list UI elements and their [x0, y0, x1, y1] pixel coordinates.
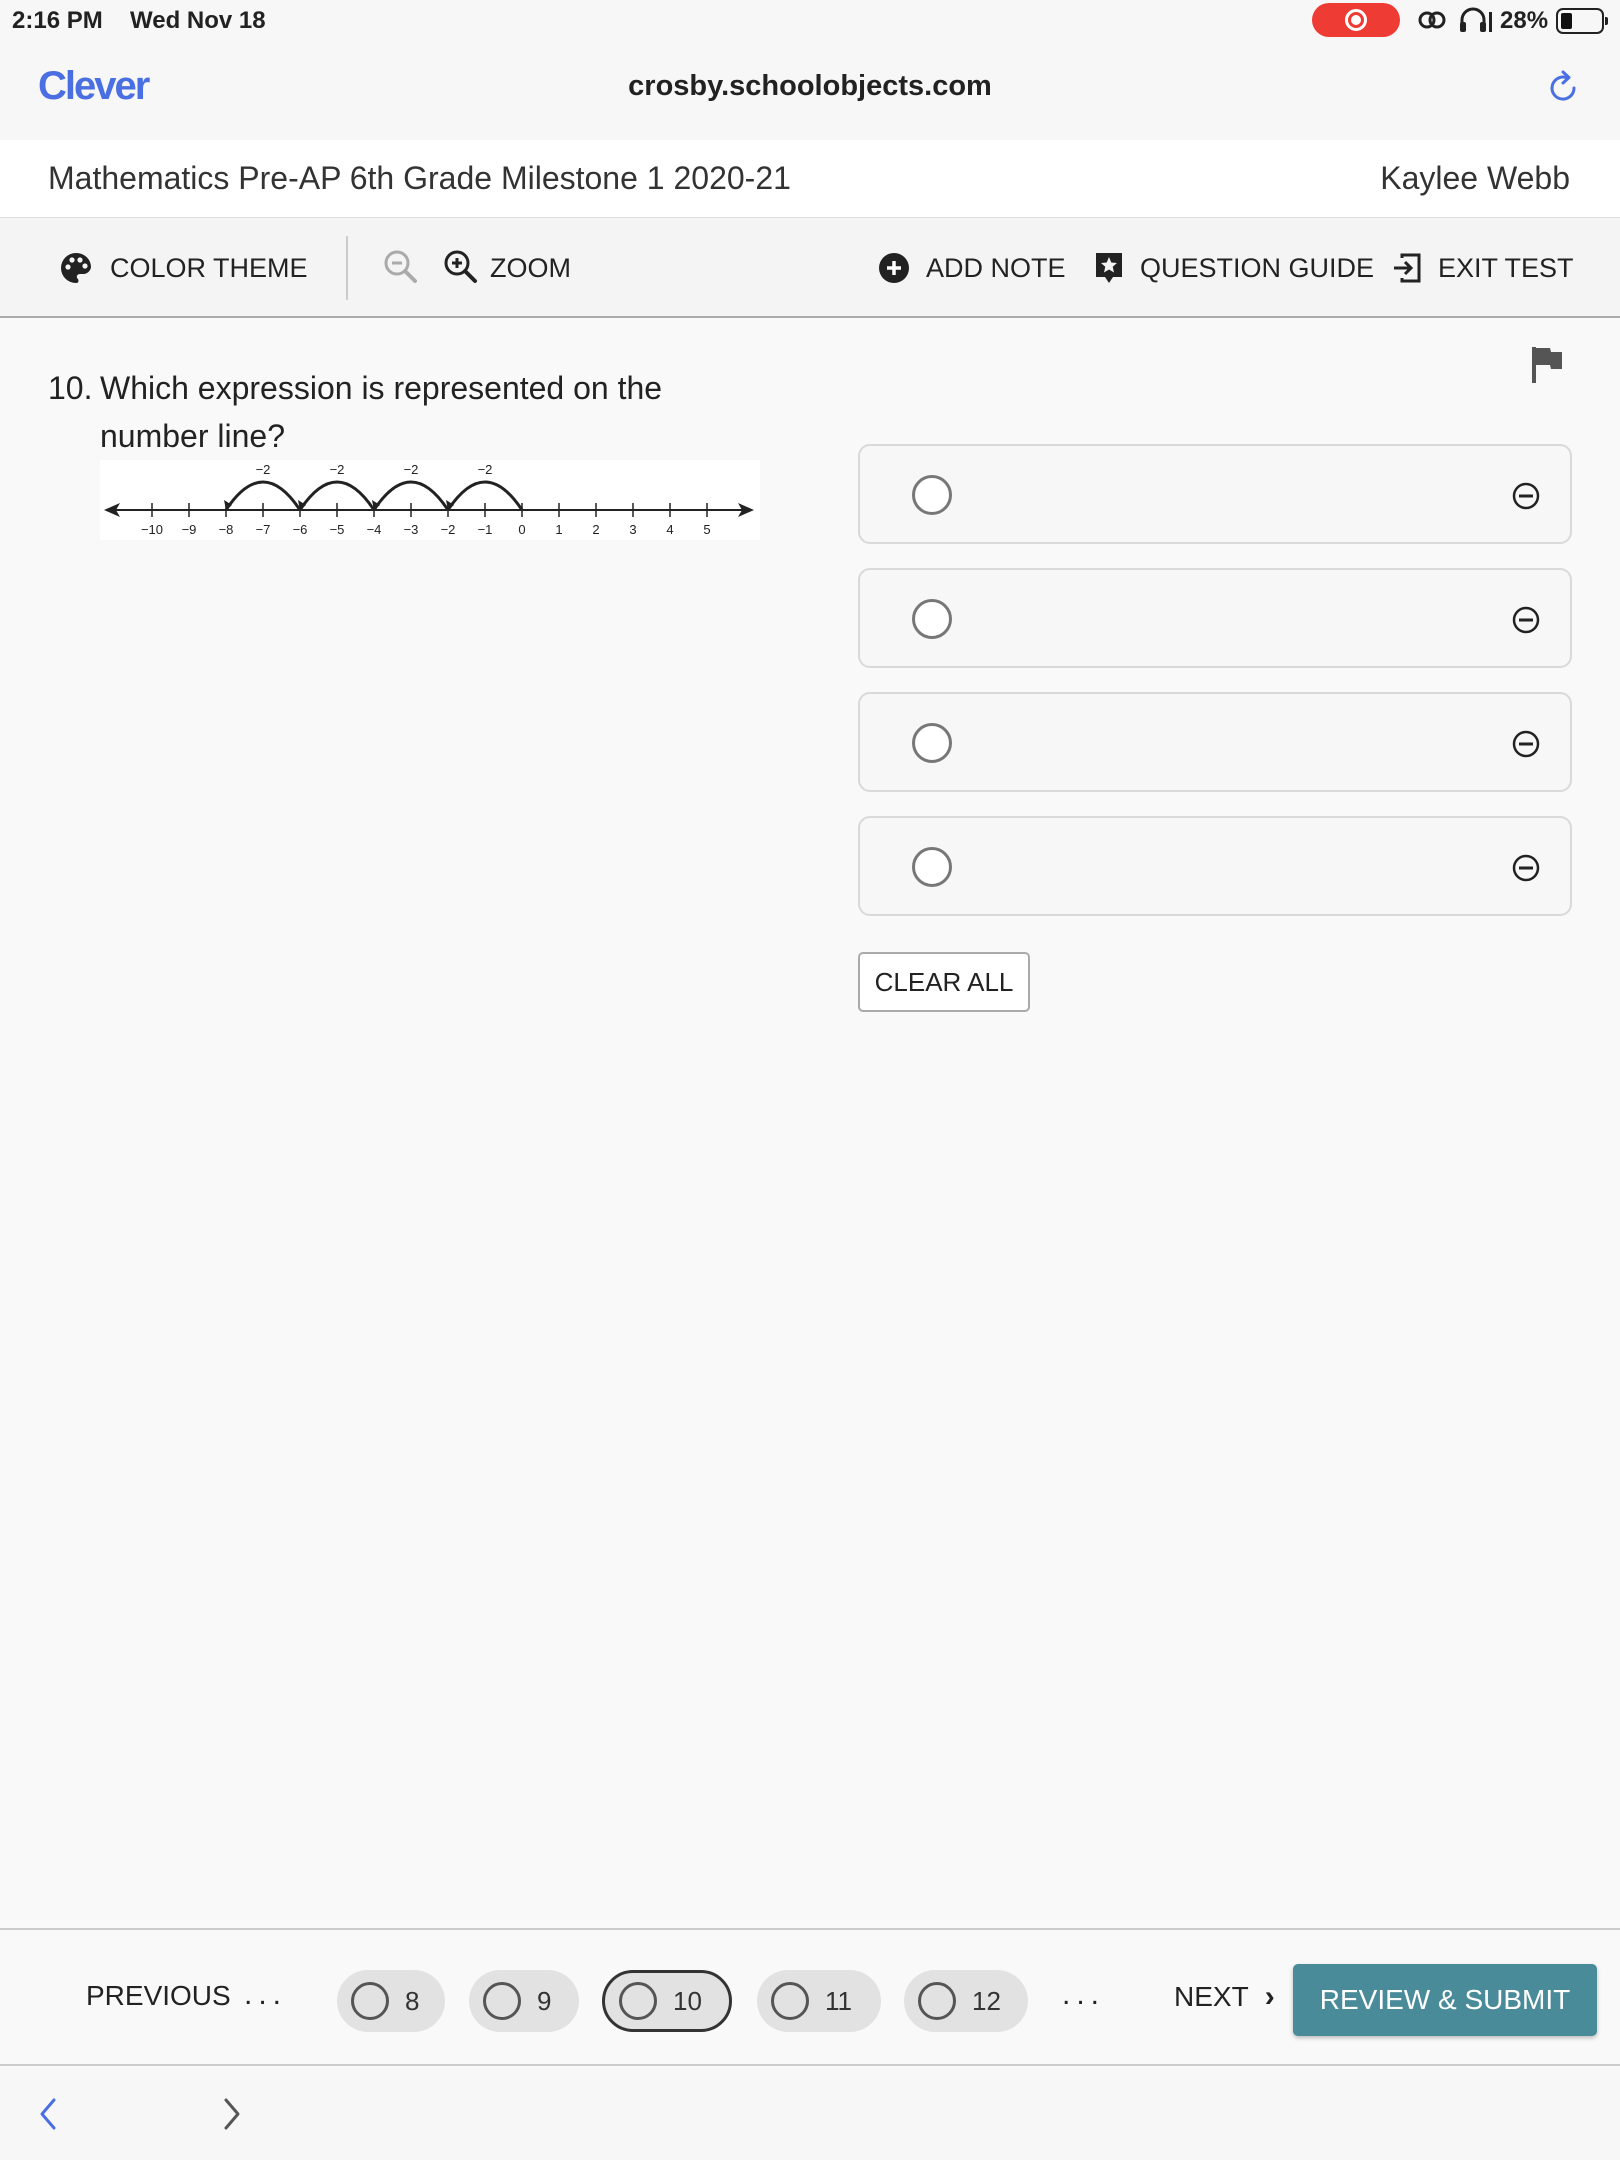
number-line-tick-label: −4 [366, 522, 382, 537]
number-line-tick-label: −2 [440, 522, 456, 537]
answer-choice-1[interactable] [858, 444, 1572, 544]
number-line-tick-label: −5 [329, 522, 345, 537]
number-line-tick-label: 2 [592, 522, 600, 537]
exit-icon [1392, 252, 1422, 284]
battery-icon [1556, 8, 1604, 34]
color-theme-label: COLOR THEME [110, 252, 308, 283]
answer-choice-4[interactable] [858, 816, 1572, 916]
test-title: Mathematics Pre-AP 6th Grade Milestone 1 2020-21 [48, 160, 791, 196]
link-icon [1416, 6, 1448, 34]
question-line-2: number line? [100, 418, 285, 454]
radio-button[interactable] [912, 475, 952, 515]
question-guide-button[interactable] [1094, 218, 1374, 318]
question-pill-9[interactable] [469, 1970, 579, 2032]
jump-label: −2 [329, 462, 345, 477]
color-theme-button[interactable] [58, 218, 308, 318]
answer-choice-2[interactable] [858, 568, 1572, 668]
number-line-tick-label: 1 [555, 522, 563, 537]
answer-status-icon [918, 1982, 956, 2020]
question-pill-label: 9 [537, 1985, 552, 2016]
radio-button[interactable] [912, 847, 952, 887]
answer-status-icon [351, 1982, 389, 2020]
zoom-out-icon[interactable] [382, 248, 420, 288]
question-number: 10. [48, 370, 93, 406]
browser-bottom-bar [0, 2068, 1620, 2160]
number-line-tick-label: 0 [518, 522, 526, 537]
question-navigation [0, 1928, 1620, 2066]
number-line-tick-label: 3 [629, 522, 637, 537]
student-name: Kaylee Webb [1380, 160, 1570, 196]
question-guide-icon [1094, 251, 1124, 285]
eliminate-icon[interactable] [1512, 730, 1540, 758]
plus-circle-icon [878, 252, 910, 284]
status-bar [0, 0, 1620, 40]
number-line-tick-label: −7 [255, 522, 271, 537]
question-line-1: Which expression is represented on the [100, 370, 663, 406]
question-pill-label: 12 [972, 1985, 1001, 2016]
number-line-tick-label: −10 [140, 522, 164, 537]
number-line-tick-label: −6 [292, 522, 308, 537]
answer-status-icon [771, 1982, 809, 2020]
status-time: 2:16 PM [12, 7, 103, 34]
number-line-tick-label: −9 [181, 522, 197, 537]
number-line-tick-label: −1 [477, 522, 493, 537]
question-pill-12[interactable] [904, 1970, 1028, 2032]
more-previous-questions[interactable]: ... [244, 1978, 288, 2011]
question-pill-10[interactable] [602, 1970, 732, 2032]
question-pill-8[interactable] [337, 1970, 445, 2032]
next-button[interactable] [1174, 1980, 1275, 2014]
reload-icon[interactable] [1548, 70, 1580, 104]
radio-button[interactable] [912, 723, 952, 763]
url-bar[interactable]: crosby.schoolobjects.com [628, 70, 992, 102]
jump-label: −2 [477, 462, 493, 477]
forward-icon[interactable] [220, 2094, 244, 2134]
question-text [48, 364, 708, 460]
number-line-tick-label: −3 [403, 522, 419, 537]
zoom-label: ZOOM [490, 252, 571, 283]
add-note-label: ADD NOTE [926, 252, 1066, 283]
clever-logo[interactable]: Clever [38, 64, 149, 108]
question-pill-label: 11 [825, 1985, 852, 2016]
eliminate-icon[interactable] [1512, 482, 1540, 510]
eliminate-icon[interactable] [1512, 606, 1540, 634]
review-submit-button[interactable]: REVIEW & SUBMIT [1293, 1964, 1597, 2036]
number-line-tick-label: 5 [703, 522, 711, 537]
add-note-button[interactable] [878, 218, 1066, 318]
eliminate-icon[interactable] [1512, 854, 1540, 882]
test-header [0, 140, 1620, 218]
flag-icon[interactable] [1530, 345, 1564, 385]
radio-button[interactable] [912, 599, 952, 639]
jump-label: −2 [403, 462, 419, 477]
question-guide-label: QUESTION GUIDE [1140, 252, 1375, 283]
question-pill-11[interactable] [757, 1970, 881, 2032]
zoom-in-button[interactable] [442, 218, 571, 318]
exit-test-label: EXIT TEST [1438, 252, 1574, 283]
exit-test-button[interactable] [1392, 218, 1574, 318]
headphones-icon [1458, 6, 1496, 34]
palette-icon [58, 250, 94, 286]
answer-choice-3[interactable] [858, 692, 1572, 792]
answer-status-icon [619, 1982, 657, 2020]
number-line-tick-label: −8 [218, 522, 234, 537]
answer-status-icon [483, 1982, 521, 2020]
zoom-in-icon [442, 248, 480, 288]
screen-record-indicator[interactable] [1312, 3, 1400, 37]
battery-percent: 28% [1500, 7, 1549, 34]
next-label: NEXT [1174, 1981, 1249, 2012]
toolbar-divider [346, 236, 348, 300]
number-line-figure [100, 460, 760, 540]
record-icon [1345, 9, 1367, 31]
status-date: Wed Nov 18 [130, 7, 266, 34]
jump-label: −2 [255, 462, 271, 477]
chevron-right-icon: › [1264, 1980, 1275, 2013]
question-pill-label: 10 [673, 1985, 702, 2016]
back-icon[interactable] [36, 2094, 60, 2134]
previous-button[interactable]: PREVIOUS [86, 1980, 231, 2011]
clear-all-button[interactable]: CLEAR ALL [858, 952, 1030, 1012]
more-next-questions[interactable]: ... [1062, 1978, 1106, 2011]
browser-bar [0, 40, 1620, 140]
number-line-tick-label: 4 [666, 522, 674, 537]
test-toolbar [0, 218, 1620, 318]
question-pill-label: 8 [405, 1985, 420, 2016]
